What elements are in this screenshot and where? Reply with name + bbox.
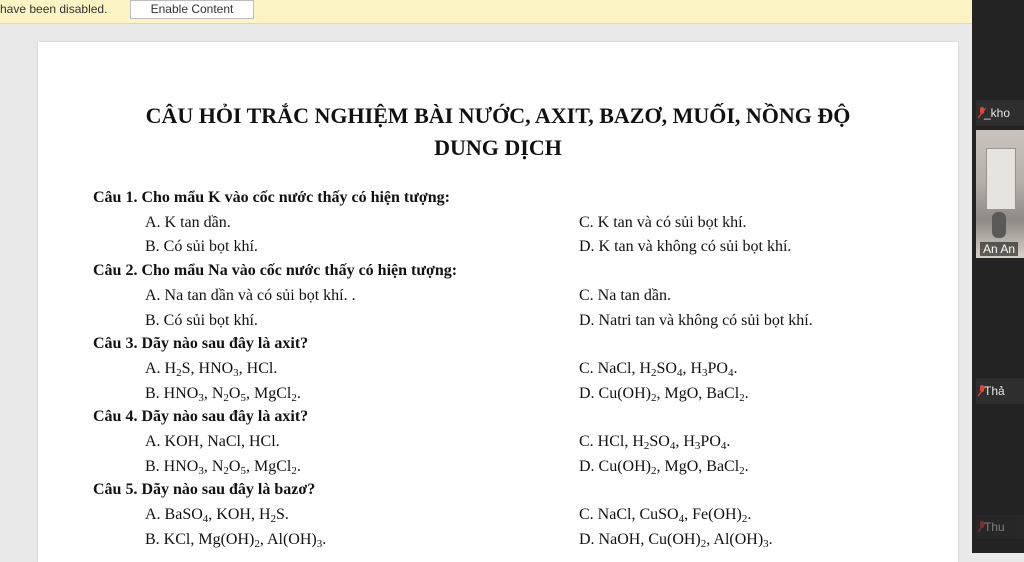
formula-text: , H	[675, 433, 695, 450]
question-2-option-c: C. Na tan dần.	[579, 287, 671, 304]
formula-text: , MgCl	[245, 385, 292, 402]
formula-text: , MgO, BaCl	[656, 385, 740, 402]
formula-text: .	[322, 531, 327, 548]
formula-subscript: 2	[254, 538, 260, 550]
formula-text: , Fe(OH)	[684, 506, 742, 523]
participant-tile-1[interactable]	[976, 100, 1024, 126]
message-bar-text: have been disabled.	[0, 2, 108, 16]
question-3-option-b	[145, 385, 301, 403]
question-3: Câu 3. Dãy nào sau đây là axit?	[93, 335, 309, 352]
formula-text: B. HNO	[145, 458, 199, 475]
formula-subscript: 4	[676, 367, 683, 379]
question-4-option-b	[145, 458, 301, 476]
formula-text: D. NaOH, Cu(OH)	[579, 531, 701, 548]
participant-name: _kho	[984, 106, 1011, 120]
formula-subscript: 2	[223, 465, 229, 477]
question-2-option-b: B. Có sủi bọt khí.	[145, 312, 258, 329]
question-5-option-b	[145, 531, 326, 549]
formula-text: O	[228, 458, 241, 475]
formula-text: .	[744, 458, 749, 475]
question-1-option-d: D. K tan và không có sủi bọt khí.	[579, 238, 792, 255]
formula-text: B. HNO	[145, 385, 199, 402]
formula-subscript: 2	[223, 392, 229, 404]
formula-text: A. H	[145, 360, 177, 377]
formula-text: .	[768, 531, 773, 548]
formula-text: .	[726, 433, 731, 450]
question-1: Câu 1. Cho mẩu K vào cốc nước thấy có hiện tượng:	[93, 189, 450, 206]
formula-text: , MgCl	[245, 458, 292, 475]
formula-subscript: 2	[270, 513, 276, 525]
formula-text: , KOH, H	[208, 506, 271, 523]
question-5-option-d	[579, 531, 773, 549]
document-page	[38, 42, 958, 562]
question-2: Câu 2. Cho mẩu Na vào cốc nước thấy có hiện tượng:	[93, 262, 458, 279]
formula-subscript: 3	[763, 538, 769, 550]
formula-subscript: 2	[651, 465, 657, 477]
formula-text: S.	[276, 506, 289, 523]
formula-subscript: 4	[727, 367, 734, 379]
document-title	[38, 100, 958, 164]
formula-text: , MgO, BaCl	[656, 458, 740, 475]
formula-subscript: 2	[741, 513, 748, 525]
formula-subscript: 3	[694, 440, 701, 452]
question-2-option-d: D. Natri tan và không có sủi bọt khí.	[579, 312, 813, 329]
formula-text: A. BaSO	[145, 506, 203, 523]
formula-text: SO	[656, 360, 677, 377]
formula-text: , H	[682, 360, 703, 377]
formula-text: B. KCl, Mg(OH)	[145, 531, 255, 548]
question-4-option-a	[145, 433, 280, 451]
formula-subscript: 3	[198, 465, 204, 477]
formula-text: S, HNO	[181, 360, 234, 377]
formula-subscript: 3	[198, 392, 204, 404]
formula-subscript: 2	[176, 367, 182, 379]
formula-subscript: 5	[240, 465, 246, 477]
formula-subscript: 3	[702, 367, 708, 379]
question-3-option-d	[579, 385, 749, 403]
formula-text: , Al(OH)	[259, 531, 317, 548]
formula-text: O	[228, 385, 241, 402]
question-1-option-c: C. K tan và có sủi bọt khí.	[579, 214, 747, 231]
enable-content-button[interactable]: Enable Content	[130, 0, 254, 19]
formula-subscript: 5	[240, 392, 246, 404]
question-3-option-a	[145, 360, 277, 378]
question-4-option-d	[579, 458, 749, 476]
title-line-2: DUNG DỊCH	[434, 135, 562, 160]
video-background	[986, 148, 1016, 210]
question-3-option-c	[579, 360, 737, 378]
formula-subscript: 4	[720, 440, 727, 452]
formula-subscript: 4	[678, 513, 685, 525]
question-1-option-a: A. K tan dần.	[145, 214, 231, 231]
formula-subscript: 3	[316, 538, 323, 550]
formula-text: .	[296, 385, 301, 402]
participant-name: Thả	[984, 384, 1005, 398]
participant-tile-3[interactable]	[976, 378, 1024, 404]
formula-subscript: 2	[651, 392, 657, 404]
formula-text: D. Cu(OH)	[579, 385, 651, 402]
formula-text: C. NaCl, CuSO	[579, 506, 679, 523]
formula-text: .	[733, 360, 738, 377]
formula-text: C. NaCl, H	[579, 360, 651, 377]
message-bar	[0, 0, 972, 24]
formula-subscript: 2	[739, 392, 745, 404]
formula-subscript: 2	[739, 465, 745, 477]
formula-text: .	[296, 458, 301, 475]
formula-text: , N	[203, 458, 224, 475]
formula-subscript: 2	[643, 440, 650, 452]
formula-text: PO	[700, 433, 721, 450]
formula-text: .	[747, 506, 752, 523]
formula-subscript: 4	[669, 440, 676, 452]
question-2-option-a: A. Na tan dần và có sủi bọt khí. .	[145, 287, 356, 304]
formula-text: PO	[707, 360, 728, 377]
formula-subscript: 2	[651, 367, 657, 379]
formula-subscript: 2	[291, 465, 297, 477]
question-4: Câu 4. Dãy nào sau đây là axit?	[93, 408, 309, 425]
question-4-option-c	[579, 433, 730, 451]
formula-text: , HCl.	[238, 360, 278, 377]
formula-subscript: 3	[233, 367, 239, 379]
formula-text: , N	[203, 385, 224, 402]
formula-subscript: 2	[291, 392, 297, 404]
question-1-option-b: B. Có sủi bọt khí.	[145, 238, 258, 255]
formula-text: SO	[649, 433, 670, 450]
participant-tile-4[interactable]	[976, 515, 1024, 539]
participant-name: Thu	[984, 520, 1005, 534]
formula-subscript: 4	[202, 513, 209, 525]
question-5-option-a	[145, 506, 289, 524]
formula-text: D. Cu(OH)	[579, 458, 651, 475]
participants-panel	[972, 0, 1024, 553]
formula-text: A. KOH, NaCl, HCl.	[145, 433, 280, 450]
question-5-option-c	[579, 506, 751, 524]
formula-text: , Al(OH)	[706, 531, 764, 548]
title-line-1: CÂU HỎI TRẮC NGHIỆM BÀI NƯỚC, AXIT, BAZƠ, MUỐI, NỒNG ĐỘ	[145, 103, 851, 128]
formula-text: C. HCl, H	[579, 433, 644, 450]
participant-video-tile[interactable]	[976, 130, 1024, 258]
formula-text: .	[744, 385, 749, 402]
formula-subscript: 2	[700, 538, 707, 550]
video-person	[992, 212, 1006, 238]
question-5: Câu 5. Dãy nào sau đây là bazơ?	[93, 481, 316, 498]
participant-name: An An	[980, 242, 1018, 256]
